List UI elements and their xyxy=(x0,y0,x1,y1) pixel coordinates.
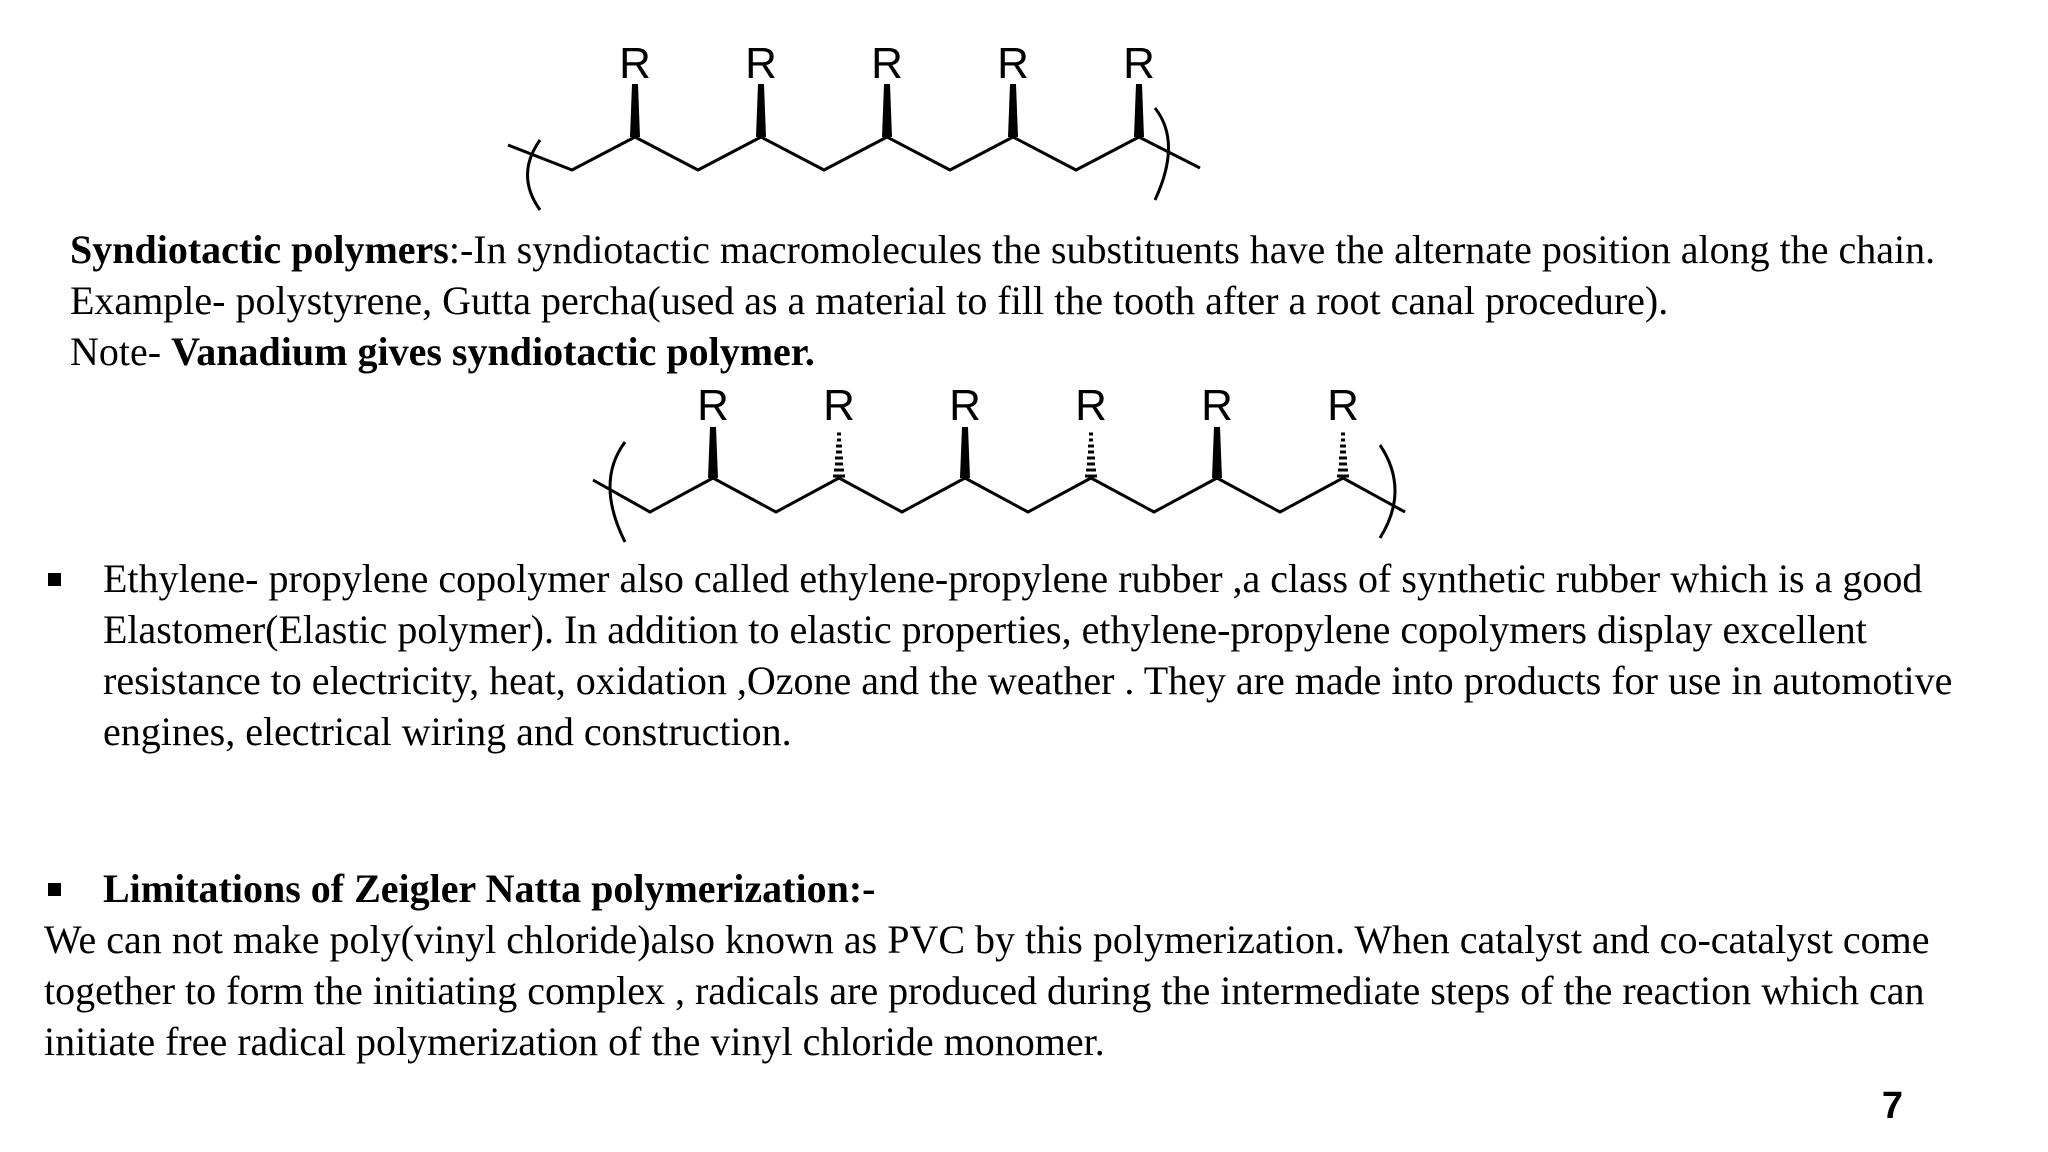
substituent-label: R xyxy=(823,381,855,430)
substituent-label: R xyxy=(1327,381,1359,430)
note-prefix: Note- xyxy=(70,329,172,374)
bullet-ethylene-propylene-text: Ethylene- propylene copolymer also called ethylene-propylene rubber ,a class of synthetic rubber which is a good Elastomer(Elastic polymer). In addition to elastic properties, ethylene-propylene copolymers display excellent resistance to electricity, heat, oxidation ,Ozone and the weather . They are made into products for use in automotive engines, electrical wiring and construction. xyxy=(103,556,1953,754)
note-vanadium: Vanadium gives syndiotactic polymer. xyxy=(171,329,815,374)
limitations-heading-text: Limitations of Zeigler Natta polymerization:- xyxy=(103,866,876,911)
isotactic-chain-structure xyxy=(500,40,1220,215)
limitations-body: We can not make poly(vinyl chloride)also known as PVC by this polymerization. When catalyst and co-catalyst come together to form the initiating complex , radicals are produced during the intermediate steps of the reaction which can initiate free radical polymerization of the vinyl chloride monomer. xyxy=(44,917,1930,1064)
substituent-label: R xyxy=(1123,39,1155,88)
bullet-square-icon xyxy=(48,883,61,896)
syndiotactic-definition: :-In syndiotactic macromolecules the substituents have the alternate position along the chain. Example- polystyrene, Gutta percha(used as a material to fill the tooth after a root canal procedure). xyxy=(70,227,1936,323)
substituent-label: R xyxy=(619,39,651,88)
page-number: 7 xyxy=(1881,1085,1903,1127)
syndiotactic-paragraph xyxy=(70,224,2010,377)
substituent-label: R xyxy=(871,39,903,88)
limitations-heading xyxy=(103,863,2018,914)
substituent-label: R xyxy=(697,381,729,430)
syndiotactic-chain-structure xyxy=(585,381,1425,550)
substituent-label: R xyxy=(997,39,1029,88)
substituent-label: R xyxy=(745,39,777,88)
substituent-label: R xyxy=(949,381,981,430)
substituent-label: R xyxy=(1075,381,1107,430)
bullet-square-icon xyxy=(48,573,61,586)
syndiotactic-term: Syndiotactic polymers xyxy=(70,227,449,272)
substituent-label: R xyxy=(1201,381,1233,430)
